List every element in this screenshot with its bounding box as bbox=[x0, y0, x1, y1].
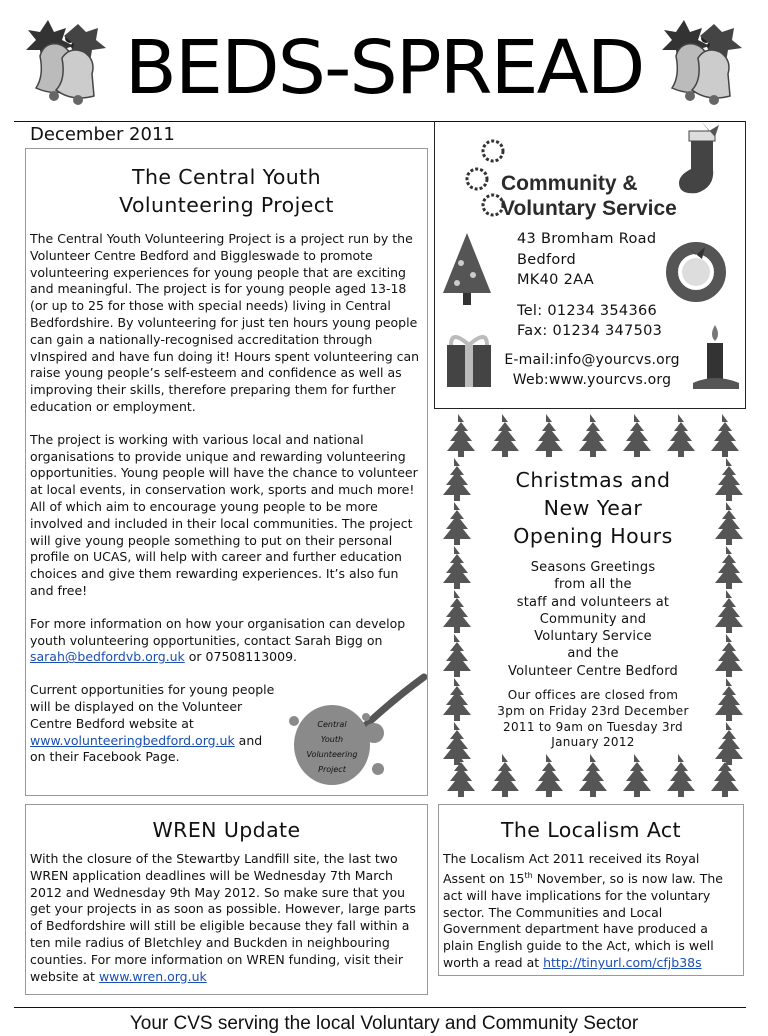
cvs-address-line1: 43 Bromham Road bbox=[517, 231, 657, 247]
cvs-email: E-mail:info@yourcvs.org bbox=[504, 352, 680, 368]
cvs-logo-line1: Community & bbox=[501, 172, 638, 195]
wren-text bbox=[30, 851, 424, 985]
footer-rule bbox=[14, 1007, 746, 1008]
cvs-address-line2: Bedford bbox=[517, 251, 577, 268]
gift-box-icon bbox=[441, 327, 497, 391]
tree-border-left bbox=[443, 458, 471, 765]
cvs-fax: Fax: 01234 347503 bbox=[517, 323, 663, 339]
greeting-line6: and the bbox=[567, 646, 619, 662]
tree-border-top bbox=[447, 414, 739, 457]
cyvp-heading bbox=[26, 163, 427, 219]
tinyurl-link[interactable]: http://tinyurl.com/cfjb38s bbox=[543, 954, 702, 970]
cyvp-para4-text: Current opportunities for young people will be displayed on the Volunteer Centre Bedford website at bbox=[30, 682, 275, 731]
candle-icon bbox=[691, 321, 741, 391]
closure-line4: January 2012 bbox=[551, 735, 635, 750]
cyvp-para4-text-end: and on their Facebook Page. bbox=[30, 732, 263, 765]
wren-heading: WREN Update bbox=[152, 818, 301, 842]
volunteering-bedford-link[interactable]: www.volunteeringbedford.org.uk bbox=[30, 732, 235, 748]
opening-hours-heading-line2: New Year bbox=[543, 496, 643, 520]
cyvp-logo bbox=[282, 673, 427, 791]
cyvp-logo-line4: Project bbox=[318, 765, 346, 774]
masthead bbox=[0, 0, 768, 122]
cyvp-logo-line1: Central bbox=[317, 720, 347, 729]
localism-text bbox=[443, 851, 741, 972]
opening-hours-heading bbox=[478, 466, 708, 550]
wren-website-link[interactable]: www.wren.org.uk bbox=[98, 968, 207, 984]
cyvp-paragraph-2: The project is working with various local and national organisations to provide unique and rewarding volunteering opportunities. Young people will have the chance to volunteer at local events, in conservation work, sports and much more! All of which aim to encourage young people to be more involved and included in their local communities. The project will give young people something to put on their personal profile on UCAS, will help with career and further education choices and give them rewarding experiences. It’s also fun and free! bbox=[30, 431, 418, 598]
opening-hours-heading-line3: Opening Hours bbox=[513, 524, 673, 548]
greeting-line4: Community and bbox=[539, 611, 647, 627]
cyvp-paragraph-4 bbox=[30, 682, 280, 766]
tree-border-bottom bbox=[447, 754, 739, 797]
sarah-email-link[interactable]: sarah@bedfordvb.org.uk bbox=[30, 649, 185, 665]
cyvp-heading-line2: Volunteering Project bbox=[119, 193, 334, 217]
cvs-website: Web:www.yourcvs.org bbox=[512, 371, 672, 388]
localism-body-start: The Localism Act 2011 received its Royal Assent on 15 bbox=[443, 851, 700, 886]
closure-line3: 2011 to 9am on Tuesday 3rd bbox=[503, 719, 683, 734]
footer-tagline: Your CVS serving the local Voluntary and Community Sector bbox=[129, 1013, 639, 1034]
cyvp-heading-line1: The Central Youth bbox=[132, 165, 321, 189]
cvs-contact-box bbox=[434, 121, 746, 409]
localism-superscript: th bbox=[524, 870, 533, 880]
cyvp-para3-text: For more information on how your organisation can develop youth volunteering opportunities, contact Sarah Bigg on bbox=[30, 615, 406, 648]
greeting-line3: staff and volunteers at bbox=[516, 594, 670, 610]
cvs-address-line3: MK40 2AA bbox=[517, 272, 594, 288]
cyvp-logo-line2: Youth bbox=[320, 735, 344, 744]
greeting-line5: Voluntary Service bbox=[534, 629, 652, 645]
cvs-telephone: Tel: 01234 354366 bbox=[517, 302, 658, 319]
cyvp-article bbox=[25, 148, 428, 796]
cyvp-paragraph-1: The Central Youth Volunteering Project is a project run by the Volunteer Centre Bedford and Biggleswade to promote volunteering experiences for young people that are exciting and meaningful. The project is for young people aged 13-18 (or up to 25 for those with special needs) living in Central Bedfordshire. By volunteering for just ten hours young people can gain a nationally-recognised accreditation through vInspired and have fun doing it! Hours spent volunteering can raise young people’s self-esteem and confidence as well as improving their skills, therefore preparing them for further education or employment. bbox=[30, 231, 420, 414]
greeting-line2: from all the bbox=[554, 577, 632, 593]
cyvp-para3-phone: or 07508113009. bbox=[184, 649, 298, 665]
opening-hours bbox=[478, 466, 708, 751]
christmas-tree-icon bbox=[439, 229, 495, 309]
opening-hours-heading-line1: Christmas and bbox=[515, 468, 671, 492]
localism-heading: The Localism Act bbox=[500, 818, 681, 842]
wren-body: With the closure of the Stewartby Landfill site, the last two WREN application deadlines will be Wednesday 7th March 2012 and Wednesday 9th May 2012. So make sure that you get your projects in as soon as possible. However, large parts of Bedfordshire will still be eligible because they fall within a ten mile radius of Bletchley and Buckden in neighbouring counties. For more information on WREN funding, visit their website at bbox=[30, 851, 416, 984]
closure-line1: Our offices are closed from bbox=[507, 688, 679, 703]
christmas-bells-icon bbox=[18, 16, 110, 112]
closure-line2: 3pm on Friday 23rd December bbox=[497, 703, 689, 718]
greeting-line1: Seasons Greetings bbox=[530, 560, 656, 575]
tree-border-right bbox=[715, 458, 743, 765]
wren-article bbox=[25, 804, 428, 995]
localism-body: November, so is now law. The act will have implications for the voluntary sector. The Communities and Local Government department have produced a plain English guide to the Act, which is well worth a read at bbox=[443, 870, 723, 970]
issue-date: December 2011 bbox=[30, 124, 175, 145]
christmas-wreath-icon bbox=[663, 239, 729, 305]
localism-article bbox=[438, 804, 744, 976]
masthead-title: BEDS-SPREAD bbox=[124, 25, 644, 111]
cyvp-logo-line3: Volunteering bbox=[306, 750, 358, 759]
christmas-bells-icon bbox=[654, 16, 746, 112]
cvs-logo-line2: Voluntary Service bbox=[501, 197, 677, 220]
cyvp-paragraph-3 bbox=[30, 616, 422, 666]
greeting-line7: Volunteer Centre Bedford bbox=[508, 663, 678, 679]
christmas-stocking-icon bbox=[671, 121, 727, 195]
